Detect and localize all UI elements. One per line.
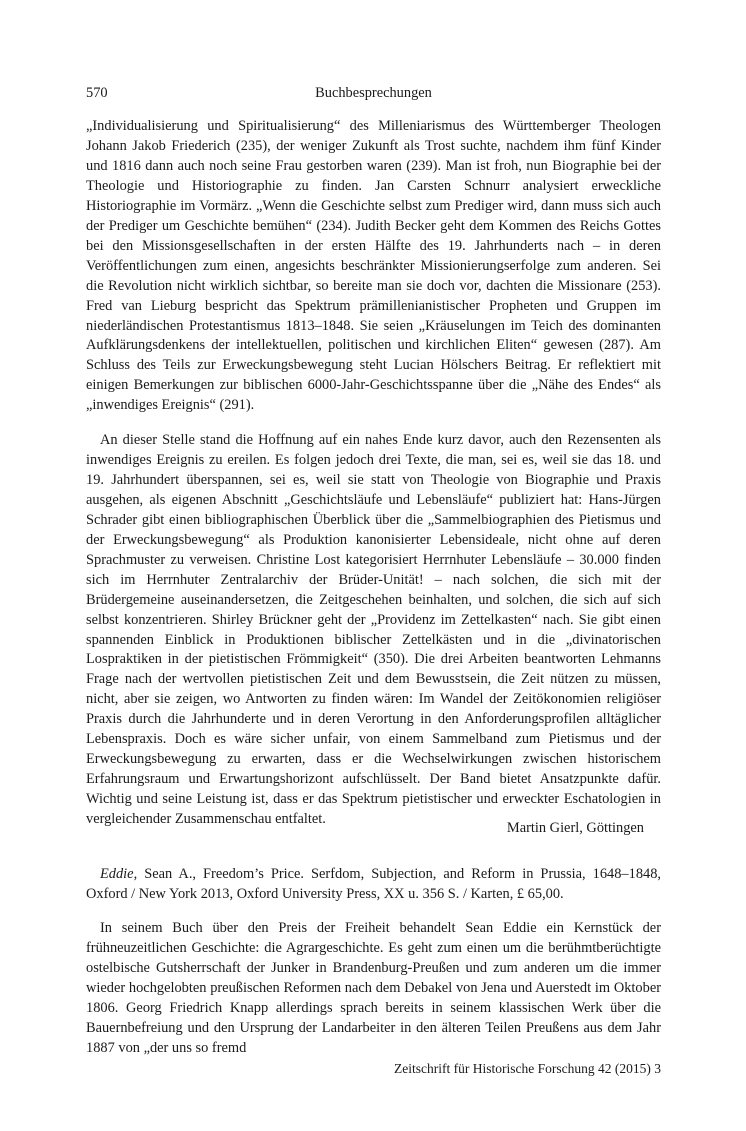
- reviewer-signature: Martin Gierl, Göttingen: [506, 820, 644, 836]
- author-surname: Eddie: [100, 866, 134, 882]
- bibliographic-text: [86, 865, 661, 905]
- paragraph-text: „Individualisierung und Spiritualisierung“ des Milleniarismus des Württemberger Theologen Johann Jakob Friederich (235), der weniger Zukunft als Trost suchte, nachdem ihm fünf Kinder und 1816 dann auch noch seine Frau gestorben waren (239). Man ist froh, nun Biographie bei der Theologie und Historiographie zu finden. Jan Carsten Schnurr analysiert erweckliche Historiographie im Vormärz. „Wenn die Geschichte selbst zum Prediger wird, dann muss sich auch der Prediger um Geschichte bemühen“ (234). Judith Becker geht dem Kommen des Reichs Gottes bei den Missionsgesellschaften in der ersten Hälfte des 19. Jahrhunderts nach – in deren Veröffentlichungen zum einen, angesichts beschränkter Missionierungserfolge zum anderen. Sei die Revolution nicht wirklich sichtbar, so bereite man sie doch vor, dachten die Missionare (253). Fred van Lieburg bespricht das Spektrum prämillenianistischer Propheten und Gruppen im niederländischen Protestantismus 1813–1848. Sie seien „Kräuselungen im Teich des dominanten Aufklärungsdenkens der intellektuellen, politischen und kirchlichen Eliten“ gewesen (287). Am Schluss des Teils zur Erweckungsbewegung steht Lucian Hölschers Beitrag. Er reflektiert mit einigen Bemerkungen zur biblischen 6000-Jahr-Geschichtsspanne über die „Nähe des Endes“ als „inwendiges Ereignis“ (291).: [86, 118, 661, 414]
- review-paragraph: [86, 117, 661, 416]
- review-paragraph: [86, 919, 661, 1059]
- bibliographic-entry: [86, 865, 661, 905]
- running-title: Buchbesprechungen: [315, 85, 432, 101]
- paragraph-text: An dieser Stelle stand die Hoffnung auf ein nahes Ende kurz davor, auch den Rezensenten als inwendiges Ereignis zu ereilen. Es folgen jedoch drei Texte, die man, sei es, weil sie das 18. und 19. Jahrhundert überspannen, sei es, weil sie statt von Theologie von Biographie und Praxis ausgehen, als eigenen Abschnitt „Geschichtsläufe und Lebensläufe“ publiziert hat: Hans-Jürgen Schrader gibt einen bibliographischen Überblick über die „Sammelbiographien des Pietismus und der Erweckungsbewegung“ als Produktion kanonisierter Lebensideale, nicht ohne auf deren Sprachmuster zu verweisen. Christine Lost kategorisiert Herrnhuter Lebensläufe – 30.000 finden sich im Herrnhuter Zentralarchiv der Brüder-Unität! – nach solchen, die sich mit der Brüdergemeine auseinandersetzen, die Zeitgeschehen beinhalten, und solchen, die sich auf sich selbst konzentrieren. Shirley Brückner geht der „Providenz im Zettelkasten“ nach. Sie gibt einen spannenden Einblick in Produktionen biblischer Zettelkästen und in die „divinatorischen Lospraktiken in der pietistischen Frömmigkeit“ (350). Die drei Arbeiten beantworten Lehmanns Frage nach der wertvollen pietistischen Zeit und dem Bewusstsein, die Zeit nützen zu müssen, nicht, aber sie zeigen, wo Antworten zu finden wären: Im Wandel der Zeitökonomien religiöser Praxis durch die Jahrhunderte und in deren Verortung in den Anforderungsprofilen alltäglicher Lebenspraxis. Doch es wäre sicher unfair, von einem Sammelband zum Pietismus und der Erweckungsbewegung zu erwarten, dass er die Wechselwirkungen zwischen historischem Erfahrungsraum und Erwartungshorizont aufschlüsselt. Der Band bietet Ansatzpunkte dafür. Wichtig und seine Leistung ist, dass er das Spektrum pietistischer und erweckter Eschatologien in vergleichender Zusammenschau entfaltet.: [86, 432, 661, 828]
- review-paragraph: [86, 431, 661, 830]
- paragraph-text: In seinem Buch über den Preis der Freiheit behandelt Sean Eddie ein Kernstück der frühneuzeitlichen Geschichte: die Agrargeschichte. Es geht zum einen um die berühmtberüchtigte ostelbische Gutsherrschaft der Junker in Brandenburg-Preußen und zum anderen um die immer wieder hochgelobten preußischen Reformen nach dem Debakel von Jena und Auerstedt im Oktober 1806. Georg Friedrich Knapp allerdings sprach bereits in seinem klassischen Werk über die Bauernbefreiung und den Ursprung der Landarbeiter in den älteren Teilen Preußens aus dem Jahr 1887 von „der uns so fremd: [86, 920, 661, 1056]
- running-head: [86, 83, 661, 103]
- page-number: 570: [86, 85, 108, 101]
- bibliographic-details: , Sean A., Freedom’s Price. Serfdom, Subjection, and Reform in Prussia, 1648–1848, Oxford / New York 2013, Oxford University Press, XX u. 356 S. / Karten, £ 65,00.: [86, 866, 661, 902]
- journal-footer: Zeitschrift für Historische Forschung 42 (2015) 3: [394, 1061, 661, 1076]
